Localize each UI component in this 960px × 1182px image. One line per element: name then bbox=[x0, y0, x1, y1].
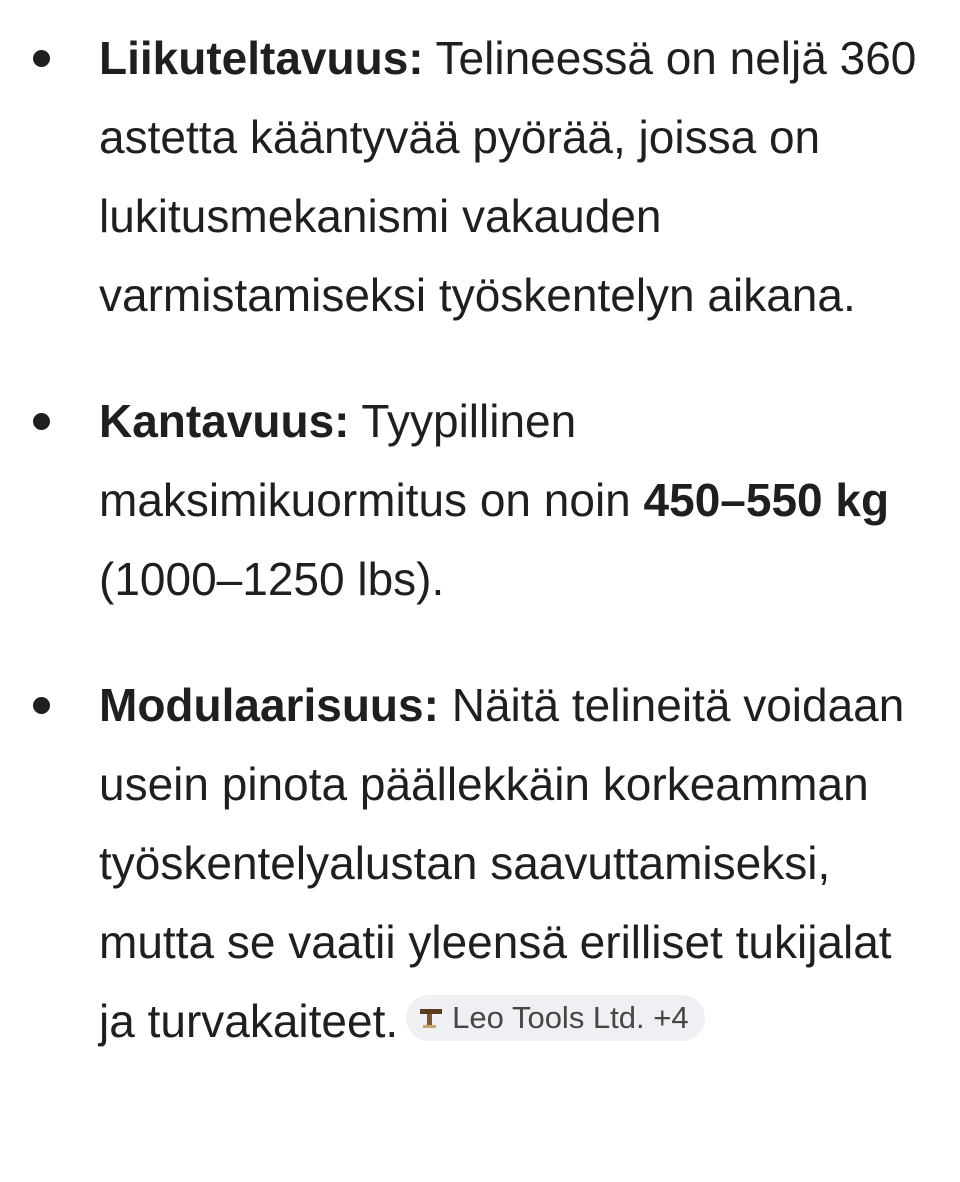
list-item bbox=[0, 666, 960, 1061]
bullet-dot bbox=[33, 697, 50, 714]
tool-brand-icon bbox=[418, 1005, 444, 1031]
source-chip[interactable] bbox=[406, 995, 704, 1041]
item-term: Liikuteltavuus: bbox=[99, 32, 424, 84]
item-text: Tyypillinen maksimikuormitus on noin bbox=[99, 395, 644, 526]
source-chip-label: Leo Tools Ltd. +4 bbox=[452, 1000, 689, 1035]
list-item bbox=[0, 19, 960, 335]
bullet-list bbox=[0, 19, 960, 1061]
item-term: Kantavuus: bbox=[99, 395, 350, 447]
item-text: Näitä telineitä voidaan usein pinota päällekkäin korkeamman työskentelyalustan saavuttamiseksi, mutta se vaatii yleensä erilliset tukijalat ja turvakaiteet. bbox=[99, 679, 905, 1047]
item-text: (1000–1250 lbs). bbox=[99, 553, 445, 605]
item-term: Modulaarisuus: bbox=[99, 679, 439, 731]
bullet-dot bbox=[33, 413, 50, 430]
list-item bbox=[0, 382, 960, 619]
bullet-dot bbox=[33, 50, 50, 67]
item-strong-value: 450–550 kg bbox=[643, 474, 890, 526]
item-text: Telineessä on neljä 360 astetta kääntyvää pyörää, joissa on lukitusmekanismi vakauden varmistamiseksi työskentelyn aikana. bbox=[99, 32, 917, 321]
